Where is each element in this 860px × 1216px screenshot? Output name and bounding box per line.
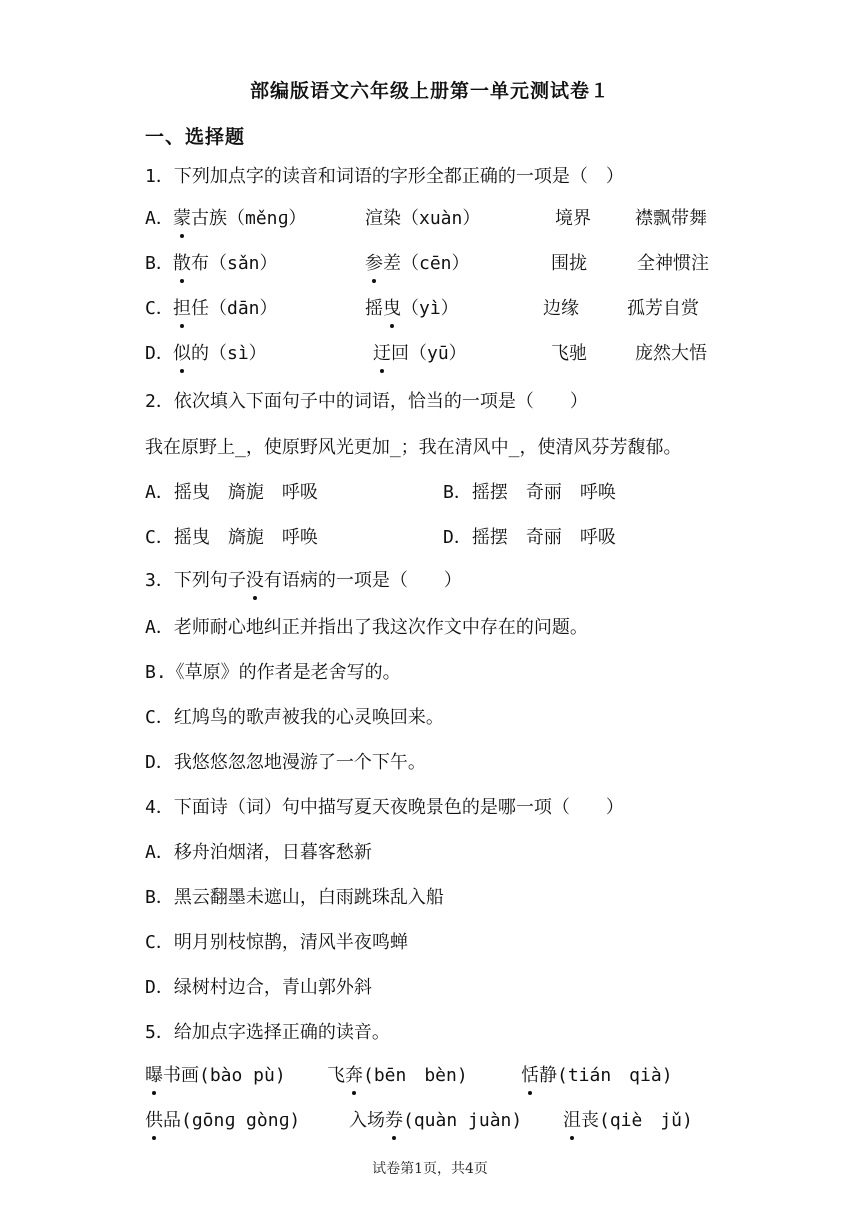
page-footer: 试卷第1页，共4页: [372, 1161, 488, 1177]
option-word-3: 围拢: [551, 253, 587, 274]
exam-page: 部编版语文六年级上册第一单元测试卷１ 一、选择题 1．下列加点字的读音和词语的字形全都正确的一项是（ ） A． 蒙古族（měnɡ） 渲染（xuàn） 境界 襟飘带舞 B． 散布（sǎn） 参差（cēn） 围拢 全神惯注 C． 担任（dān） 摇曳（yì） 边缘 孤芳自赏 D． 似的（sì） 迂回（yū） 飞驰 庞然大悟 2．依次填入下面句子中的词语，恰当的一项是（ ） 我在原野上_，使原野风光更加_；我在清风中_，使清风芬芳馥郁。 A．摇曳 旖旎 呼吸 B．摇摆 奇丽 呼唤 C．摇曳 旖旎 呼唤 D．摇摆 奇丽 呼吸 3．下列句子没有语病的一项是（ ） A．老师耐心地纠正并指出了我这次作文中存在的问题。 B.《草原》的作者是老舍写的。 C．红鸠鸟的歌声被我的心灵唤回来。 D．我悠悠忽忽地漫游了一个下午。 4．下面诗（词）句中描写夏天夜晚景色的是哪一项（ ） A．移舟泊烟渚，日暮客愁新 B．黑云翻墨未遮山，白雨跳珠乱入船 C．明月别枝惊鹊，清风半夜鸣蝉 D．绿树村边合，青山郭外斜 5．给加点字选择正确的读音。 曝书画(bào pù) 飞奔(bēn bèn) 恬静(tián qià) 供品(gōnɡ gònɡ) 入场券(quàn juàn) 沮丧(qiè jǔ) 试卷第1页，共4页: [0, 0, 860, 1216]
dotted-char: 沮: [563, 1107, 581, 1135]
q3-option-a: A．老师耐心地纠正并指出了我这次作文中存在的问题。: [145, 617, 588, 638]
dotted-char: 奔: [345, 1062, 363, 1090]
dotted-char: 散: [173, 250, 191, 278]
q5-stem: 5．给加点字选择正确的读音。: [145, 1022, 390, 1043]
dotted-char: 担: [173, 295, 191, 323]
option-label: B．: [145, 253, 174, 274]
q3-option-b: B.《草原》的作者是老舍写的。: [145, 662, 401, 683]
q3-stem: 3．下列句子没有语病的一项是（ ）: [145, 567, 462, 595]
option-label: D．: [145, 343, 174, 364]
q3-option-c: C．红鸠鸟的歌声被我的心灵唤回来。: [145, 707, 444, 728]
option-word-2: 渲染（xuàn）: [365, 208, 481, 229]
dotted-char: 券: [385, 1107, 403, 1135]
dotted-char: 似: [173, 340, 191, 368]
q2-option-b: B．摇摆 奇丽 呼唤: [443, 482, 616, 503]
dotted-char: 迂: [373, 340, 391, 368]
option-word-4: 孤芳自赏: [627, 298, 699, 319]
option-word-3: 飞驰: [551, 343, 587, 364]
dotted-char: 恬: [521, 1062, 539, 1090]
q1-stem: 1．下列加点字的读音和词语的字形全都正确的一项是（ ）: [145, 166, 624, 187]
q4-option-b: B．黑云翻墨未遮山，白雨跳珠乱入船: [145, 887, 444, 908]
option-label: A．: [145, 208, 174, 229]
option-word-4: 庞然大悟: [635, 343, 707, 364]
option-word-3: 境界: [555, 208, 591, 229]
q2-option-d: D．摇摆 奇丽 呼吸: [443, 527, 616, 548]
q4-option-c: C．明月别枝惊鹊，清风半夜鸣蝉: [145, 932, 408, 953]
q3-option-d: D．我悠悠忽忽地漫游了一个下午。: [145, 752, 426, 773]
option-word-4: 全神惯注: [637, 253, 709, 274]
page-title: 部编版语文六年级上册第一单元测试卷１: [249, 80, 610, 102]
q2-option-c: C．摇曳 旖旎 呼唤: [145, 527, 318, 548]
q2-stem: 2．依次填入下面句子中的词语，恰当的一项是（ ）: [145, 391, 588, 412]
option-word-4: 襟飘带舞: [635, 208, 707, 229]
dotted-char: 没: [246, 567, 264, 595]
dotted-char: 曳: [383, 295, 401, 323]
section-heading: 一、选择题: [145, 126, 246, 148]
option-label: C．: [145, 298, 174, 319]
option-word-3: 边缘: [543, 298, 579, 319]
dotted-char: 蒙: [173, 205, 191, 233]
dotted-char: 供: [145, 1107, 163, 1135]
dotted-char: 曝: [145, 1062, 163, 1090]
q4-option-a: A．移舟泊烟渚，日暮客愁新: [145, 842, 372, 863]
dotted-char: 参: [365, 250, 383, 278]
q4-option-d: D．绿树村边合，青山郭外斜: [145, 977, 372, 998]
q4-stem: 4．下面诗（词）句中描写夏天夜晚景色的是哪一项（ ）: [145, 797, 624, 818]
q2-sentence: 我在原野上_，使原野风光更加_；我在清风中_，使清风芬芳馥郁。: [145, 437, 682, 458]
q2-option-a: A．摇曳 旖旎 呼吸: [145, 482, 318, 503]
